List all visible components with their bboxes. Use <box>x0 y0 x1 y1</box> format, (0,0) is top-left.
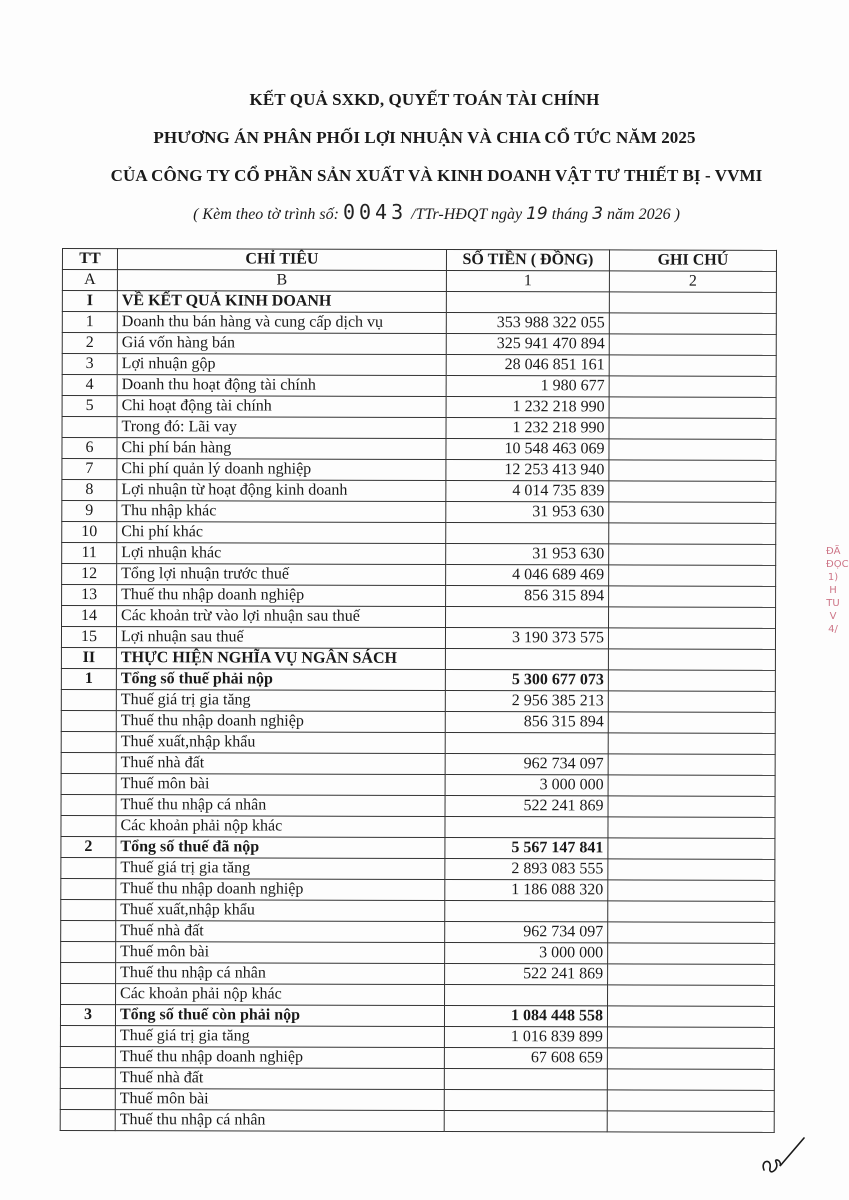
table-row <box>62 543 776 566</box>
row-indicator: Tổng số thuế đã nộp <box>116 837 445 859</box>
row-note <box>609 313 776 334</box>
row-number: 3 <box>60 1004 115 1025</box>
row-note <box>609 586 776 607</box>
table-row <box>62 564 776 587</box>
row-number <box>61 689 116 710</box>
row-amount: 522 241 869 <box>445 964 608 985</box>
table-row <box>62 606 776 629</box>
row-note <box>609 481 776 502</box>
row-number: II <box>61 647 116 668</box>
row-amount: 10 548 463 069 <box>446 439 609 460</box>
row-amount: 353 988 322 055 <box>446 313 609 334</box>
row-amount: 5 567 147 841 <box>445 838 608 859</box>
table-row <box>61 689 775 712</box>
row-indicator: Doanh thu bán hàng và cung cấp dịch vụ <box>117 312 446 334</box>
row-number: 2 <box>61 836 116 857</box>
row-number <box>61 983 116 1004</box>
row-amount: 1 980 677 <box>446 376 609 397</box>
row-number <box>61 794 116 815</box>
row-number <box>61 920 116 941</box>
row-indicator: Thuế thu nhập doanh nghiệp <box>116 879 445 901</box>
row-indicator: Các khoản phải nộp khác <box>116 984 445 1006</box>
stamp-text: ĐÃ ĐỌC 1) H TU V 4/ <box>826 546 849 635</box>
column-header-tt: TT <box>62 249 117 270</box>
row-amount: 962 734 097 <box>445 754 608 775</box>
attachment-reference <box>12 200 849 224</box>
row-indicator: Chi phí khác <box>117 522 446 544</box>
row-amount: 31 953 630 <box>446 502 609 523</box>
table-row <box>61 941 775 964</box>
row-number <box>61 857 116 878</box>
row-amount: 1 084 448 558 <box>444 1006 607 1027</box>
row-number: 6 <box>62 438 117 459</box>
row-indicator: Thuế thu nhập cá nhân <box>115 1110 444 1132</box>
table-row <box>61 752 775 775</box>
row-indicator: Chi hoạt động tài chính <box>117 396 446 418</box>
title-line-2: PHƯƠNG ÁN PHÂN PHỐI LỢI NHUẬN VÀ CHIA CỔ TỨC NĂM 2025 <box>153 128 696 147</box>
row-amount: 325 941 470 894 <box>446 334 609 355</box>
row-indicator: Thuế thu nhập doanh nghiệp <box>117 585 446 607</box>
row-note <box>609 355 776 376</box>
row-note <box>608 985 775 1006</box>
row-amount <box>444 1090 607 1111</box>
row-indicator: Lợi nhuận khác <box>117 543 446 565</box>
title-line-1: KẾT QUẢ SXKD, QUYẾT TOÁN TÀI CHÍNH <box>249 90 600 109</box>
row-note <box>609 607 776 628</box>
row-number: 4 <box>62 375 117 396</box>
column-code-a: A <box>62 270 117 291</box>
subtitle-mid: /TTr-HĐQT ngày <box>411 206 523 223</box>
column-header-indicator: CHỈ TIÊU <box>117 249 446 271</box>
row-amount <box>446 292 609 313</box>
table-body <box>60 291 776 1133</box>
row-indicator: Thuế thu nhập cá nhân <box>116 963 445 985</box>
table-row <box>62 354 776 377</box>
row-note <box>608 691 775 712</box>
row-indicator: Thuế nhà đất <box>116 753 445 775</box>
row-note <box>608 943 775 964</box>
row-note <box>607 1090 774 1111</box>
row-amount: 31 953 630 <box>446 544 609 565</box>
row-note <box>608 733 775 754</box>
row-number: 12 <box>62 564 117 585</box>
table-row <box>62 312 776 335</box>
row-amount <box>445 649 608 670</box>
row-number <box>60 1109 115 1130</box>
year-text: năm 2026 ) <box>607 206 680 223</box>
date-day: 19 <box>526 204 548 224</box>
row-number <box>61 731 116 752</box>
row-indicator: Thuế xuất,nhập khẩu <box>116 732 445 754</box>
row-note <box>609 334 776 355</box>
column-header-amount: SỐ TIỀN ( ĐỒNG) <box>446 250 609 271</box>
table-row <box>61 627 775 650</box>
row-number: 14 <box>62 606 117 627</box>
column-code-1: 1 <box>446 271 609 292</box>
row-indicator: Thuế nhà đất <box>115 1068 444 1090</box>
table-row <box>61 836 775 859</box>
row-amount: 1 232 218 990 <box>446 418 609 439</box>
row-note <box>609 544 776 565</box>
row-note <box>607 1069 774 1090</box>
row-note <box>607 1111 774 1132</box>
row-number <box>60 1025 115 1046</box>
row-note <box>609 460 776 481</box>
row-indicator: Trong đó: Lãi vay <box>117 417 446 439</box>
table-row <box>62 396 776 419</box>
date-month: 3 <box>592 204 604 224</box>
row-number <box>61 962 116 983</box>
row-number: 11 <box>62 543 117 564</box>
row-number: 3 <box>62 354 117 375</box>
row-number: 9 <box>62 501 117 522</box>
table-row <box>61 920 775 943</box>
column-header-note: GHI CHÚ <box>609 250 776 271</box>
table-row <box>62 417 776 440</box>
row-number <box>61 941 116 962</box>
table-row <box>62 501 776 524</box>
row-indicator: Thuế nhà đất <box>116 921 445 943</box>
row-note <box>609 376 776 397</box>
table-row <box>61 710 775 733</box>
table-row <box>60 1025 774 1048</box>
row-note <box>609 439 776 460</box>
row-amount: 2 956 385 213 <box>445 691 608 712</box>
row-number <box>62 417 117 438</box>
row-note <box>608 964 775 985</box>
column-code-row <box>62 270 776 293</box>
row-number: 15 <box>61 627 116 648</box>
row-number: I <box>62 291 117 312</box>
row-amount: 2 893 083 555 <box>445 859 608 880</box>
table-row <box>61 962 775 985</box>
table-row <box>62 333 776 356</box>
row-number: 7 <box>62 459 117 480</box>
table-row <box>61 668 775 691</box>
row-note <box>609 418 776 439</box>
table-row <box>60 1004 774 1027</box>
table-row <box>61 857 775 880</box>
table-row <box>61 773 775 796</box>
row-note <box>608 796 775 817</box>
row-number: 1 <box>62 312 117 333</box>
row-number <box>61 710 116 731</box>
row-note <box>608 817 775 838</box>
row-amount <box>445 901 608 922</box>
row-indicator: VỀ KẾT QUẢ KINH DOANH <box>117 291 446 313</box>
row-indicator: Thuế giá trị gia tăng <box>115 1026 444 1048</box>
row-amount <box>445 817 608 838</box>
column-code-2: 2 <box>609 271 776 292</box>
row-number: 5 <box>62 396 117 417</box>
row-note <box>609 292 776 313</box>
column-code-b: B <box>117 270 446 292</box>
row-number <box>60 1046 115 1067</box>
row-indicator: Thu nhập khác <box>117 501 446 523</box>
row-amount: 4 046 689 469 <box>446 565 609 586</box>
table-row <box>61 878 775 901</box>
row-amount: 1 016 839 899 <box>444 1027 607 1048</box>
row-indicator: Chi phí quản lý doanh nghiệp <box>117 459 446 481</box>
row-amount <box>444 1111 607 1132</box>
row-indicator: THỰC HIỆN NGHĨA VỤ NGÂN SÁCH <box>116 648 445 670</box>
table-row <box>61 731 775 754</box>
row-indicator: Các khoản trừ vào lợi nhuận sau thuế <box>117 606 446 628</box>
row-number <box>61 878 116 899</box>
section-row <box>61 647 775 670</box>
row-amount: 67 608 659 <box>444 1048 607 1069</box>
row-amount <box>446 607 609 628</box>
row-indicator: Thuế thu nhập cá nhân <box>116 795 445 817</box>
row-indicator: Các khoản phải nộp khác <box>116 816 445 838</box>
row-amount <box>444 1069 607 1090</box>
row-number: 13 <box>62 585 117 606</box>
row-note <box>608 838 775 859</box>
row-amount: 4 014 735 839 <box>446 481 609 502</box>
section-row <box>62 291 776 314</box>
subtitle-prefix: ( Kèm theo tờ trình số: <box>193 206 339 223</box>
row-note <box>607 1048 774 1069</box>
table-row <box>62 522 776 545</box>
row-note <box>608 880 775 901</box>
row-number <box>61 899 116 920</box>
row-note <box>608 712 775 733</box>
row-note <box>608 901 775 922</box>
row-number <box>61 773 116 794</box>
table-row <box>61 794 775 817</box>
row-note <box>608 754 775 775</box>
row-indicator: Tổng lợi nhuận trước thuế <box>117 564 446 586</box>
row-amount <box>446 523 609 544</box>
row-indicator: Thuế thu nhập doanh nghiệp <box>116 711 445 733</box>
table-row <box>62 480 776 503</box>
row-note <box>609 397 776 418</box>
row-indicator: Doanh thu hoạt động tài chính <box>117 375 446 397</box>
row-indicator: Giá vốn hàng bán <box>117 333 446 355</box>
signature-mark <box>758 1130 808 1180</box>
received-stamp <box>826 545 849 636</box>
row-note <box>608 649 775 670</box>
row-amount: 3 190 373 575 <box>445 628 608 649</box>
table-row <box>60 1067 774 1090</box>
row-indicator: Thuế xuất,nhập khẩu <box>116 900 445 922</box>
row-indicator: Thuế giá trị gia tăng <box>116 858 445 880</box>
row-indicator: Lợi nhuận gộp <box>117 354 446 376</box>
row-amount: 962 734 097 <box>445 922 608 943</box>
row-indicator: Lợi nhuận sau thuế <box>116 627 445 649</box>
row-amount: 1 232 218 990 <box>446 397 609 418</box>
row-amount <box>445 733 608 754</box>
row-number <box>60 1088 115 1109</box>
row-indicator: Chi phí bán hàng <box>117 438 446 460</box>
row-number: 1 <box>61 668 116 689</box>
row-amount: 3 000 000 <box>445 775 608 796</box>
row-note <box>608 859 775 880</box>
document-number: 0043 <box>342 200 408 224</box>
row-amount: 522 241 869 <box>445 796 608 817</box>
table-row <box>60 1109 774 1132</box>
row-note <box>608 628 775 649</box>
row-amount: 856 315 894 <box>446 586 609 607</box>
table-header-row <box>62 249 776 272</box>
row-indicator: Thuế môn bài <box>115 1089 444 1111</box>
row-note <box>609 502 776 523</box>
row-note <box>607 1027 774 1048</box>
table-row <box>60 1088 774 1111</box>
row-amount: 3 000 000 <box>445 943 608 964</box>
row-indicator: Lợi nhuận từ hoạt động kinh doanh <box>117 480 446 502</box>
row-amount: 28 046 851 161 <box>446 355 609 376</box>
row-note <box>608 922 775 943</box>
row-note <box>609 523 776 544</box>
row-number: 8 <box>62 480 117 501</box>
row-indicator: Thuế môn bài <box>116 774 445 796</box>
table-row <box>60 1046 774 1069</box>
row-amount: 5 300 677 073 <box>445 670 608 691</box>
table-row <box>62 459 776 482</box>
row-note <box>607 1006 774 1027</box>
row-amount <box>445 985 608 1006</box>
row-indicator: Tổng số thuế phải nộp <box>116 669 445 691</box>
row-note <box>608 670 775 691</box>
table-row <box>62 585 776 608</box>
row-indicator: Tổng số thuế còn phải nộp <box>115 1005 444 1027</box>
row-number: 2 <box>62 333 117 354</box>
table-row <box>61 983 775 1006</box>
row-number <box>60 1067 115 1088</box>
row-number <box>61 752 116 773</box>
row-number: 10 <box>62 522 117 543</box>
month-label: tháng <box>551 206 589 223</box>
row-indicator: Thuế thu nhập doanh nghiệp <box>115 1047 444 1069</box>
row-indicator: Thuế giá trị gia tăng <box>116 690 445 712</box>
row-note <box>609 565 776 586</box>
row-amount: 1 186 088 320 <box>445 880 608 901</box>
table-row <box>62 375 776 398</box>
row-amount: 856 315 894 <box>445 712 608 733</box>
table-row <box>62 438 776 461</box>
financial-report-table <box>60 248 777 1133</box>
table-row <box>61 815 775 838</box>
row-indicator: Thuế môn bài <box>116 942 445 964</box>
row-amount: 12 253 413 940 <box>446 460 609 481</box>
row-number <box>61 815 116 836</box>
row-note <box>608 775 775 796</box>
table-row <box>61 899 775 922</box>
title-line-3: CỦA CÔNG TY CỔ PHẦN SẢN XUẤT VÀ KINH DOANH VẬT TƯ THIẾT BỊ - VVMI <box>110 166 763 185</box>
